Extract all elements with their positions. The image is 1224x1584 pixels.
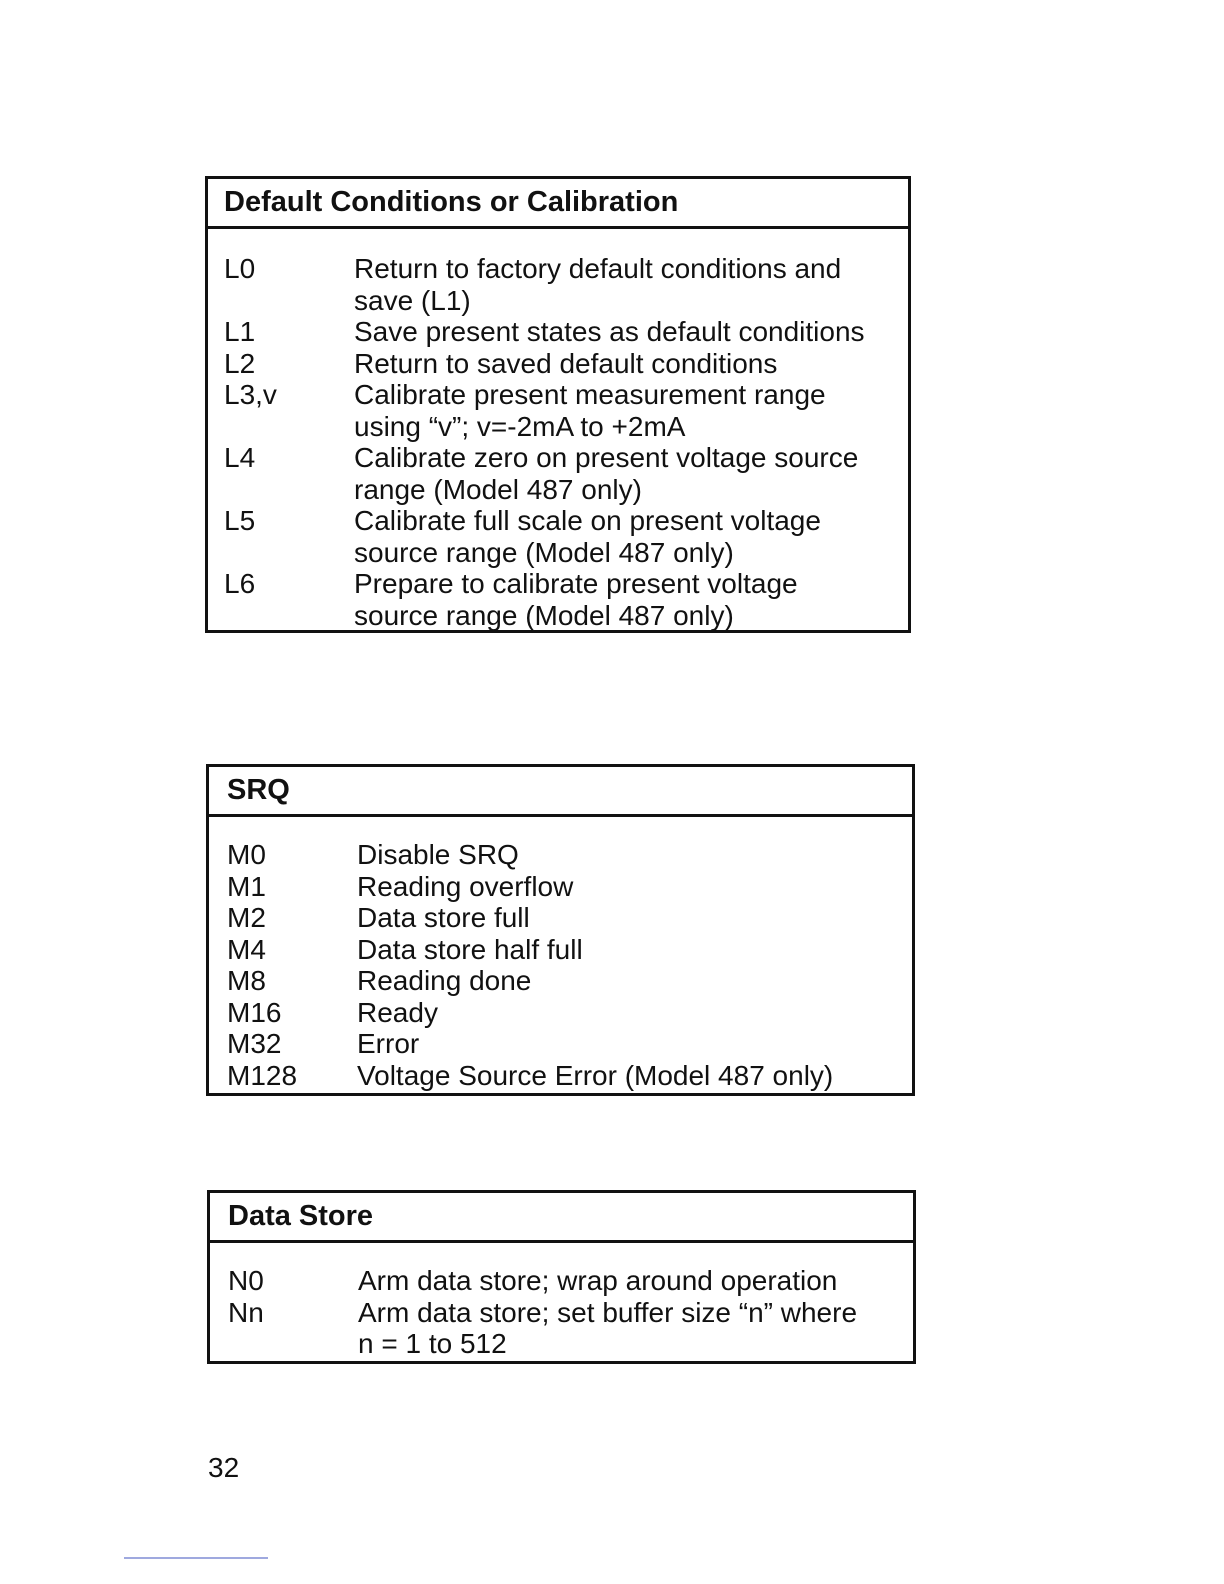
command-description: Arm data store; set buffer size “n” where n = 1 to 512 (358, 1296, 858, 1359)
command-code: N0 (228, 1265, 264, 1296)
default-conditions-body (208, 229, 908, 631)
command-description: Return to saved default conditions (354, 347, 778, 379)
table-row (227, 902, 912, 934)
table-row (227, 1060, 912, 1092)
table-row (224, 253, 908, 316)
table-row (228, 1265, 913, 1297)
page-number: 32 (208, 1452, 240, 1483)
footer-divider (124, 1557, 268, 1559)
table-row (228, 1297, 913, 1360)
command-description: Ready (357, 996, 438, 1028)
command-code: L6 (224, 568, 256, 599)
data-store-title: Data Store (210, 1193, 913, 1243)
command-description: Return to factory default conditions and save (L1) (354, 253, 842, 316)
table-row (224, 568, 908, 631)
command-description: Reading overflow (357, 870, 574, 902)
data-store-body (210, 1243, 913, 1360)
command-code: Nn (228, 1296, 264, 1328)
command-description: Calibrate present measurement range using “v”; v=-2mA to +2mA (354, 379, 826, 442)
default-conditions-table (205, 176, 911, 633)
table-row (227, 934, 912, 966)
command-code: M2 (227, 902, 266, 933)
table-row (227, 1028, 912, 1060)
table-row (227, 997, 912, 1029)
command-code: L4 (224, 442, 256, 473)
command-code: M0 (227, 839, 266, 870)
command-description: Disable SRQ (357, 839, 519, 870)
table-row (224, 505, 908, 568)
command-code: M1 (227, 870, 266, 902)
command-description: Data store full (357, 902, 530, 933)
srq-table (206, 764, 915, 1096)
srq-title: SRQ (209, 767, 912, 817)
default-conditions-title: Default Conditions or Calibration (208, 179, 908, 229)
srq-body (209, 817, 912, 1091)
table-row (227, 871, 912, 903)
table-row (224, 442, 908, 505)
command-description: Arm data store; wrap around operation (358, 1265, 838, 1296)
command-description: Voltage Source Error (Model 487 only) (357, 1059, 834, 1091)
table-row (224, 316, 908, 348)
command-description: Error (357, 1028, 420, 1059)
table-row (227, 839, 912, 871)
data-store-table (207, 1190, 916, 1364)
command-code: M16 (227, 996, 282, 1028)
command-code: M4 (227, 933, 266, 965)
command-code: L5 (224, 505, 256, 536)
command-code: M32 (227, 1028, 282, 1059)
table-row (227, 965, 912, 997)
command-description: Calibrate full scale on present voltage source range (Model 487 only) (354, 505, 821, 568)
command-description: Data store half full (357, 933, 583, 965)
table-row (224, 348, 908, 380)
table-row (224, 379, 908, 442)
command-code: L1 (224, 316, 256, 347)
command-code: L2 (224, 347, 256, 379)
command-description: Calibrate zero on present voltage source range (Model 487 only) (354, 442, 859, 505)
command-description: Save present states as default conditions (354, 316, 865, 347)
command-description: Reading done (357, 965, 532, 996)
command-code: M8 (227, 965, 266, 996)
command-code: L3,v (224, 379, 277, 410)
command-description: Prepare to calibrate present voltage source range (Model 487 only) (354, 568, 798, 631)
command-code: L0 (224, 253, 256, 284)
command-code: M128 (227, 1059, 298, 1091)
